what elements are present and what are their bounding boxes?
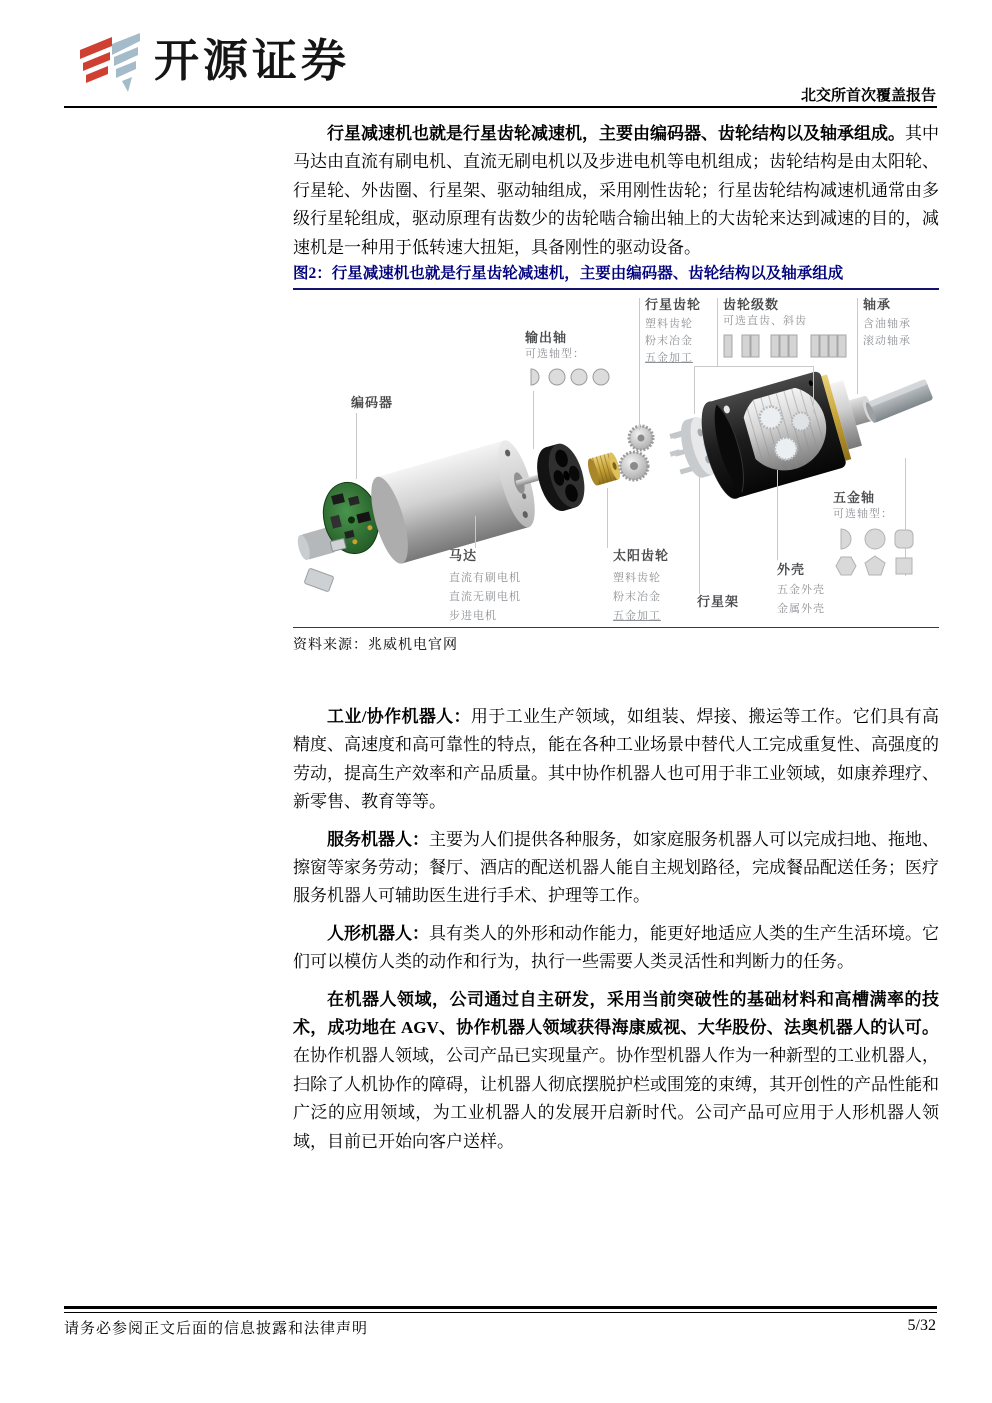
callout-bracket-left <box>694 366 695 414</box>
figure-label-planet-carrier <box>697 594 739 610</box>
output-blade-shaft <box>864 379 933 424</box>
planet-carrier-label: 行星架 <box>697 594 740 609</box>
brand-logo <box>78 30 350 94</box>
bearing-item: 含油轴承 <box>863 318 911 330</box>
motor-mount-disc <box>531 440 591 516</box>
callout-line-planet-carrier <box>699 474 700 594</box>
output-shaft-sub: 可选轴型： <box>525 348 585 360</box>
figure-caption: 图2：行星减速机也就是行星齿轮减速机，主要由编码器、齿轮结构以及轴承组成 <box>293 265 844 282</box>
hardware-shaft-label: 五金轴 <box>833 490 876 505</box>
callout-line-encoder <box>356 413 357 479</box>
motor-item: 直流有刷电机 <box>449 572 521 584</box>
gear-stages-label: 齿轮级数 <box>723 297 780 312</box>
sun-gear-pinion <box>586 451 623 486</box>
output-shaft-label: 输出轴 <box>525 330 568 345</box>
intro-section <box>293 120 939 271</box>
figure-bottom-rule <box>293 627 939 628</box>
paragraph-lead: 工业/协作机器人： <box>327 707 471 726</box>
sun-gear-item: 粉末冶金 <box>613 591 661 603</box>
paragraph-lead: 服务机器人： <box>327 829 429 849</box>
figure-exploded-view <box>293 292 939 626</box>
gear-stage-bars-icon <box>723 334 859 358</box>
callout-line-output-shaft <box>533 391 534 449</box>
motor-label: 马达 <box>449 548 478 563</box>
sun-gear-label: 太阳齿轮 <box>613 548 670 563</box>
planetary-gear-item: 五金加工 <box>645 352 693 364</box>
callout-line-housing <box>777 470 778 560</box>
footer-disclaimer: 请务必参阅正文后面的信息披露和法律声明 <box>64 1321 369 1337</box>
callout-bracket-right <box>813 366 814 414</box>
figure-label-sun-gear <box>613 548 669 626</box>
paragraph-industrial-robot: 工业/协作机器人：用于工业生产领域，如组装、焊接、搬运等工作。它们具有高精度、高速度和高可靠性的特点，能在各种工业场景中替代人工完成重复性、高强度的劳动，提高生产效率和产品质量。其中协作机器人也可用于非工业领域，如康养理疗、新零售、教育等等。 <box>293 707 940 812</box>
housing-item: 五金外壳 <box>777 584 825 596</box>
motor-body <box>364 430 568 568</box>
gear-stages-sub: 可选直齿、斜齿 <box>723 315 807 327</box>
planetary-gear-item: 塑料齿轮 <box>645 318 693 330</box>
callout-line-planetary-gear <box>639 298 640 430</box>
paragraph-company-robot-field: 在机器人领域，公司通过自主研发，采用当前突破性的基础材料和高槽满率的技术，成功地在 AGV、协作机器人领域获得海康威视、大华股份、法奥机器人的认可。在协作机器人领域，公司产品已实现量产。协作型机器人作为一种新型的工业机器人，扫除了人机协作的障碍，让机器人彻底摆脱护栏或围笼的束缚，其开创性的产品性能和广泛的应用领域，为工业机器人的发展开启新时代。公司产品可应用于人形机器人领域，目前已开始向客户送样。 <box>293 989 939 1151</box>
figure-label-bearing <box>863 297 911 350</box>
sun-gear-item: 塑料齿轮 <box>613 572 661 584</box>
paragraph-lead: 人形机器人： <box>327 923 429 943</box>
callout-line-motor <box>475 516 476 548</box>
hardware-shaft-options-icon <box>833 527 919 581</box>
footer-page-number: 5/32 <box>907 1317 936 1334</box>
bearing-item: 滚动轴承 <box>863 335 911 347</box>
figure-label-planetary-gear <box>645 297 701 367</box>
paragraph-humanoid-robot: 人形机器人：具有类人的外形和动作能力，能更好地适应人类的生产生活环境。它们可以模仿人类的动作和行为，执行一些需要人类灵活性和判断力的任务。 <box>293 923 939 972</box>
brand-name: 开源证券 <box>154 35 351 86</box>
motor-item: 直流无刷电机 <box>449 591 521 603</box>
hardware-shaft-sub: 可选轴型： <box>833 508 893 520</box>
figure-label-output-shaft <box>525 330 617 392</box>
body-section <box>293 703 939 1165</box>
figure-source: 资料来源：兆威机电官网 <box>293 638 458 653</box>
paragraph-service-robot: 服务机器人：主要为人们提供各种服务，如家庭服务机器人可以完成扫地、拖地、擦窗等家务劳动；餐厅、酒店的配送机器人能自主规划路径，完成餐品配送任务；医疗服务机器人可辅助医生进行手术、护理等工作。 <box>293 829 939 906</box>
callout-line-sun-gear <box>607 488 608 548</box>
planetary-gear-item: 粉末冶金 <box>645 335 693 347</box>
bearing-label: 轴承 <box>863 297 892 312</box>
report-type-label: 北交所首次覆盖报告 <box>800 88 936 104</box>
brand-logo-icon <box>78 30 144 94</box>
motor-item: 步进电机 <box>449 610 497 622</box>
header-rule <box>64 106 937 108</box>
callout-line-gear-stages <box>717 298 718 366</box>
callout-bracket-top <box>694 366 814 367</box>
paragraph-reducer-intro: 行星减速机也就是行星齿轮减速机，主要由编码器、齿轮结构以及轴承组成。其中马达由直流有刷电机、直流无刷电机以及步进电机等电机组成；齿轮结构是由太阳轮、行星轮、外齿圈、行星架、驱动轴组成，采用刚性齿轮；行星齿轮结构减速机通常由多级行星轮组成，驱动原理有齿数少的齿轮啮合输出轴上的大齿轮来达到减速的目的，减速机是一种用于低转速大扭矩，具备刚性的驱动设备。 <box>293 124 939 257</box>
footer-rule-thick <box>64 1306 937 1309</box>
shaft-type-options-icon <box>525 367 617 387</box>
sun-gear-item: 五金加工 <box>613 610 661 622</box>
figure-label-encoder <box>351 395 393 411</box>
housing-item: 金属外壳 <box>777 603 825 615</box>
paragraph-lead: 在机器人领域，公司通过自主研发，采用当前突破性的基础材料和高槽满率的技术，成功地在 AGV、协作机器人领域获得海康威视、大华股份、法奥机器人的认可。 <box>293 989 939 1038</box>
planetary-gear-label: 行星齿轮 <box>645 297 702 312</box>
figure-label-housing <box>777 562 825 619</box>
figure-label-hardware-shaft <box>833 490 919 586</box>
encoder-label: 编码器 <box>351 395 394 410</box>
figure-label-gear-stages <box>723 297 859 363</box>
figure-caption-rule <box>293 288 939 290</box>
paragraph-lead: 行星减速机也就是行星齿轮减速机，主要由编码器、齿轮结构以及轴承组成。 <box>327 124 905 143</box>
figure-label-motor <box>449 548 521 626</box>
housing-label: 外壳 <box>777 562 806 577</box>
footer-rule-thin <box>64 1312 937 1313</box>
